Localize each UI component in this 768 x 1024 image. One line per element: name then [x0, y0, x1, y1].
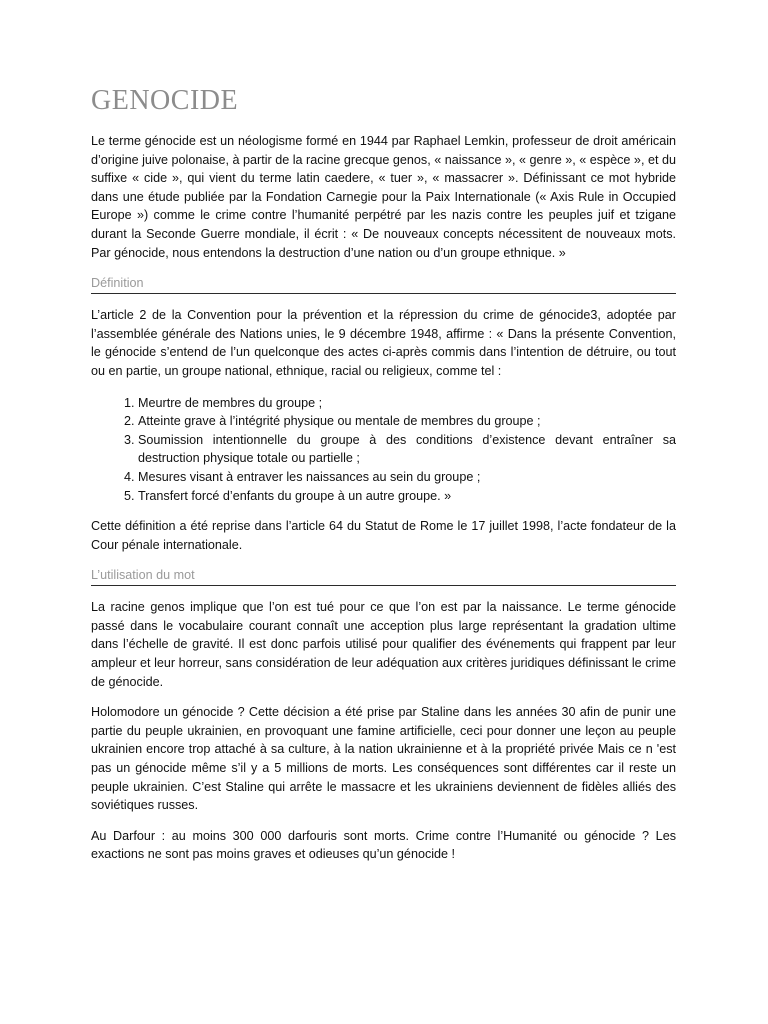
list-item: 4. Mesures visant à entraver les naissances au sein du groupe ;: [138, 468, 676, 487]
list-item: 2. Atteinte grave à l’intégrité physique ou mentale de membres du groupe ;: [138, 412, 676, 431]
definition-paragraph: L’article 2 de la Convention pour la prévention et la répression du crime de génocide3, adoptée par l’assemblée générale des Nations unies, le 9 décembre 1948, affirme : « Dans la présente Convention, le génocide s’entend de l’un quelconque des actes ci-après commis dans l’intention de détruire, ou tout ou en partie, un groupe national, ethnique, racial ou religieux, comme tel :: [91, 308, 676, 378]
list-item: 5. Transfert forcé d’enfants du groupe à un autre groupe. »: [138, 487, 676, 506]
list-item: 3. Soumission intentionnelle du groupe à des conditions d’existence devant entraîner sa destruction physique totale ou partielle ;: [138, 431, 676, 468]
intro-paragraph: Le terme génocide est un néologisme formé en 1944 par Raphael Lemkin, professeur de droit américain d’origine juive polonaise, à partir de la racine grecque genos, « naissance », « genre », « espèce », et du suffixe « cide », qui vient du terme latin caedere, « tuer », « massacrer ». Définissant ce mot hybride dans une étude publiée par la Fondation Carnegie pour la Paix Internationale (« Axis Rule in Occupied Europe ») comme le crime contre l’humanité perpétré par les nazis contre les peuples juif et tzigane durant la Seconde Guerre mondiale, il écrit : « De nouveaux concepts nécessitent de nouveaux mots. Par génocide, nous entendons la destruction d’une nation ou d’un groupe ethnique. »: [91, 134, 676, 260]
holodomor-paragraph: Holomodore un génocide ? Cette décision a été prise par Staline dans les années 30 afin de punir une partie du peuple ukrainien, en provoquant une famine artificielle, ceci pour donner une leçon au peuple ukrainien encore trop attaché à sa culture, à la nation ukrainienne et à la propriété privée Mais ce n 'est pas un génocide même s’il y a 5 millions de morts. Les conséquences sont différentes car il reste un peuple ukrainien. C’est Staline qui arrête le massacre et les ukrainiens deviennent de fidèles alliés des soviétiques russes.: [91, 705, 676, 813]
usage-paragraph: La racine genos implique que l’on est tué pour ce que l’on est par la naissance. Le terme génocide passé dans le vocabulaire courant connaît une acception plus large représentant la gradation ultime dans l’échelle de gravité. Il est donc parfois utilisé pour qualifier des événements qui frappent par leur ampleur et leur horreur, sans considération de leur adéquation aux critères juridiques définissant le crime de génocide.: [91, 600, 676, 689]
darfur-paragraph: Au Darfour : au moins 300 000 darfouris sont morts. Crime contre l’Humanité ou génocide ? Les exactions ne sont pas moins graves et odieuses qu’un génocide !: [91, 828, 676, 862]
section-heading-usage: L’utilisation du mot: [91, 567, 676, 586]
document-page: [91, 84, 676, 864]
list-item: 1. Meurtre de membres du groupe ;: [138, 394, 676, 413]
rome-statute-paragraph: Cette définition a été reprise dans l’article 64 du Statut de Rome le 17 juillet 1998, l’acte fondateur de la Cour pénale internationale.: [91, 519, 676, 552]
section-heading-definition: Définition: [91, 275, 676, 294]
document-title: GENOCIDE: [91, 85, 239, 116]
acts-list: [91, 394, 676, 506]
